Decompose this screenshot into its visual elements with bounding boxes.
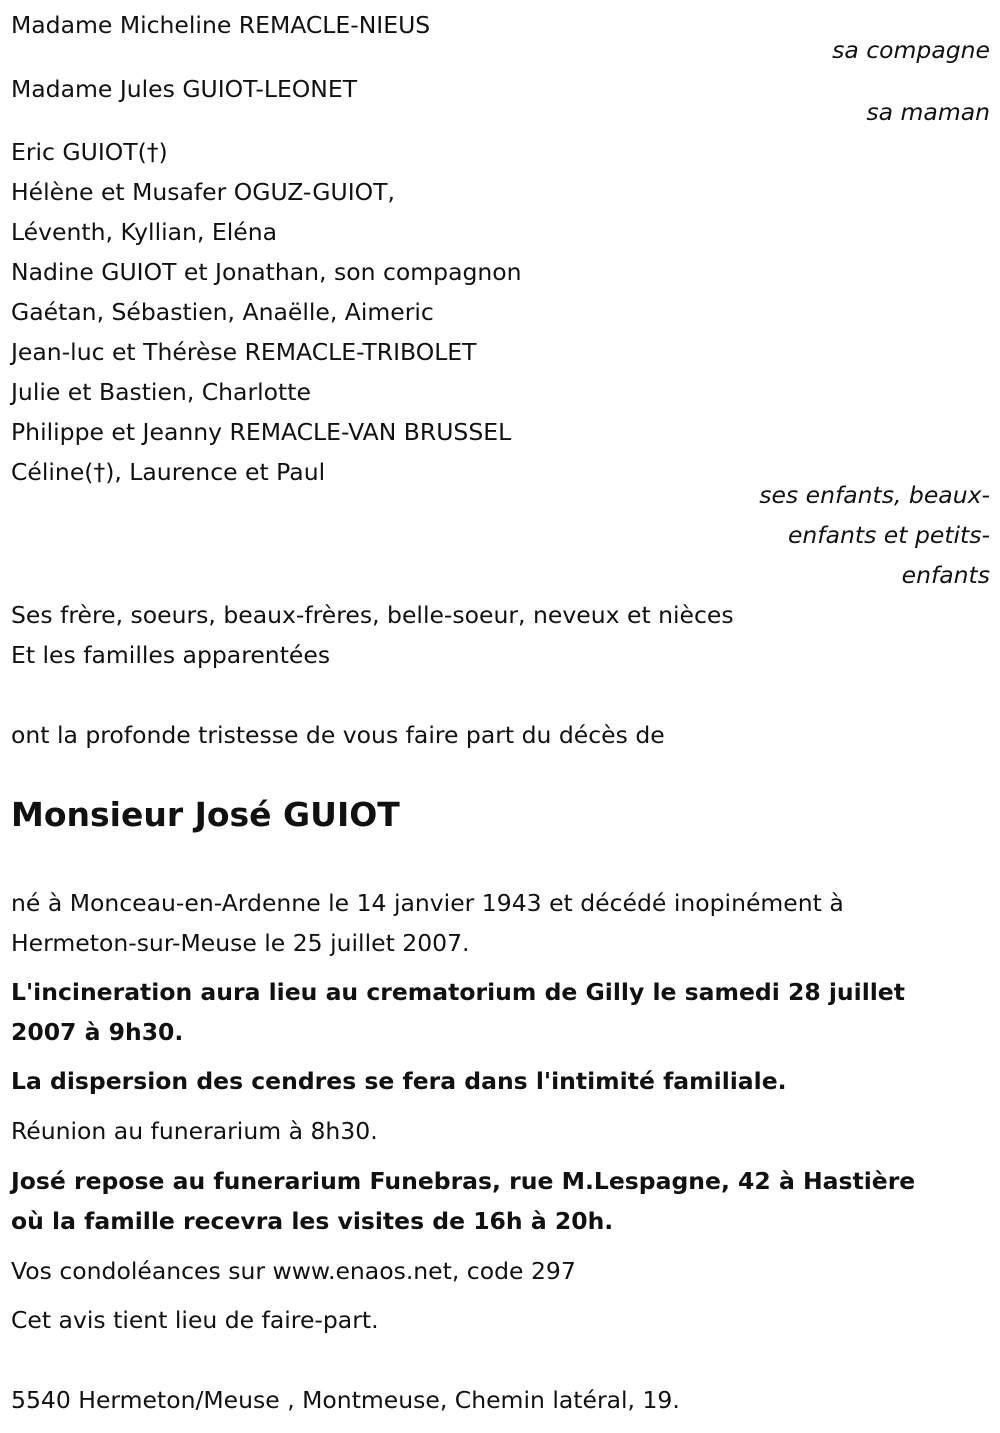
family-member: Céline(†), Laurence et Paul [11, 458, 326, 486]
repose-text: José repose au funerarium Funebras, rue M.Lespagne, 42 à Hastière [11, 1167, 916, 1195]
address-text: 5540 Hermeton/Meuse , Montmeuse, Chemin latéral, 19. [11, 1386, 680, 1414]
notice-text: Cet avis tient lieu de faire-part. [11, 1306, 379, 1334]
announcement-text: ont la profonde tristesse de vous faire part du décès de [11, 721, 665, 749]
relation-label: sa maman [866, 98, 990, 126]
family-member: Eric GUIOT(†) [11, 138, 168, 166]
family-member: Julie et Bastien, Charlotte [11, 378, 311, 406]
family-member: Hélène et Musafer OGUZ-GUIOT, [11, 178, 395, 206]
family-member: Jean-luc et Thérèse REMACLE-TRIBOLET [11, 338, 477, 366]
relation-label: enfants [901, 561, 990, 589]
birth-death-text: Hermeton-sur-Meuse le 25 juillet 2007. [11, 929, 470, 957]
relation-label: sa compagne [832, 36, 990, 64]
family-member: Philippe et Jeanny REMACLE-VAN BRUSSEL [11, 418, 512, 446]
other-relatives: Et les familles apparentées [11, 641, 331, 669]
other-relatives: Ses frère, soeurs, beaux-frères, belle-soeur, neveux et nièces [11, 601, 734, 629]
deceased-name: Monsieur José GUIOT [11, 795, 400, 834]
family-member: Gaétan, Sébastien, Anaëlle, Aimeric [11, 298, 434, 326]
family-member: Madame Jules GUIOT-LEONET [11, 75, 358, 103]
family-member: Nadine GUIOT et Jonathan, son compagnon [11, 258, 522, 286]
family-member: Madame Micheline REMACLE-NIEUS [11, 11, 431, 39]
cremation-text: 2007 à 9h30. [11, 1018, 184, 1046]
birth-death-text: né à Monceau-en-Ardenne le 14 janvier 1943 et décédé inopinément à [11, 889, 844, 917]
family-member: Léventh, Kyllian, Eléna [11, 218, 278, 246]
repose-text: où la famille recevra les visites de 16h à 20h. [11, 1207, 614, 1235]
dispersion-text: La dispersion des cendres se fera dans l'intimité familiale. [11, 1067, 787, 1095]
condolences-text: Vos condoléances sur www.enaos.net, code 297 [11, 1257, 576, 1285]
relation-label: ses enfants, beaux- [759, 481, 990, 509]
meeting-text: Réunion au funerarium à 8h30. [11, 1117, 378, 1145]
cremation-text: L'incineration aura lieu au crematorium de Gilly le samedi 28 juillet [11, 978, 905, 1006]
relation-label: enfants et petits- [787, 521, 990, 549]
